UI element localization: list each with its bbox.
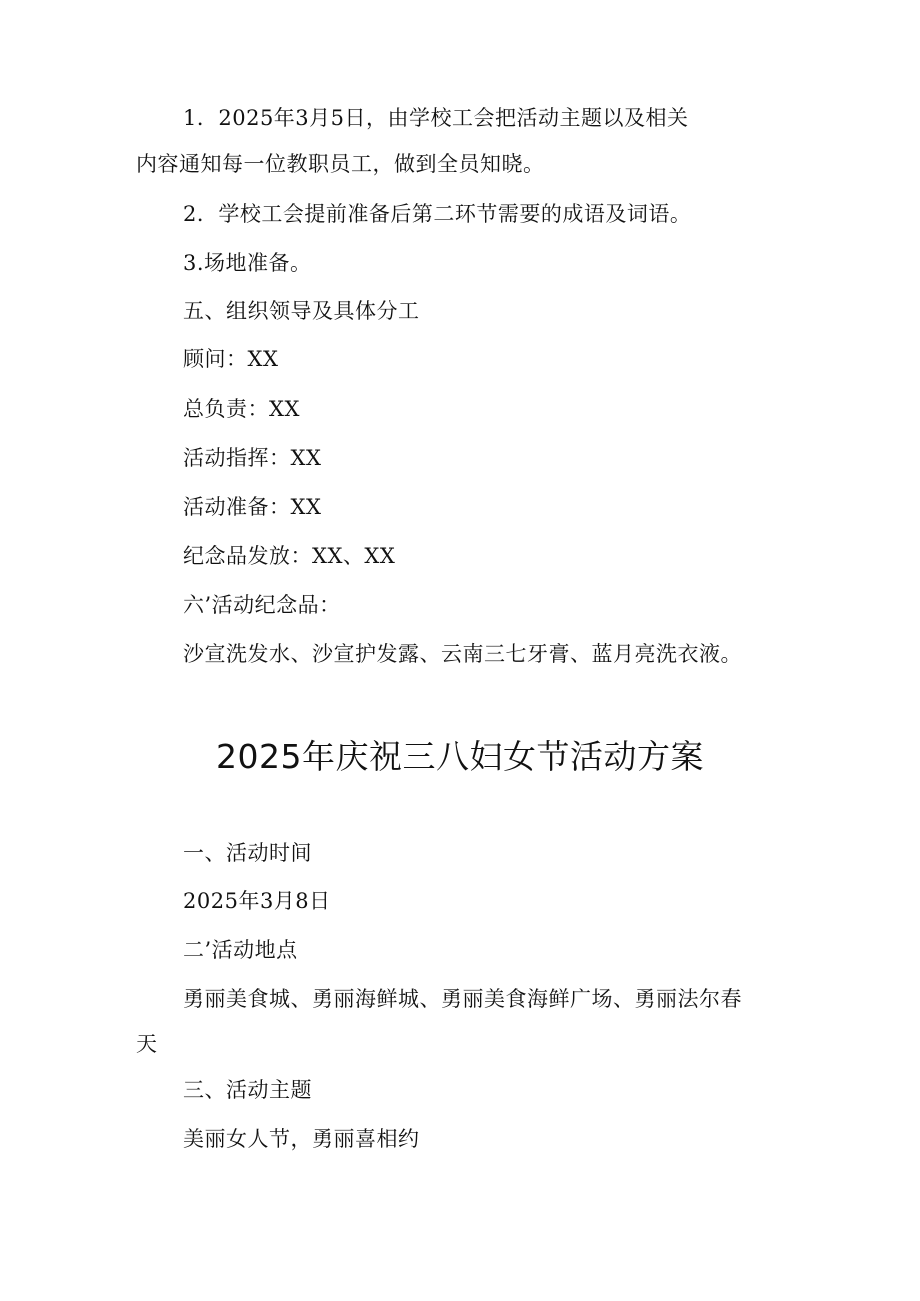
- theme-value: 美丽女人节，勇丽喜相约: [183, 1127, 420, 1151]
- souvenir-distribution-line: 纪念品发放：XX、XX: [183, 544, 396, 568]
- chief-line: 总负责：XX: [183, 397, 300, 421]
- prep-item-2: 2．学校工会提前准备后第二环节需要的成语及词语。: [183, 202, 692, 226]
- time-value: 2025年3月8日: [183, 889, 331, 913]
- souvenir-items: 沙宣洗发水、沙宣护发露、云南三七牙膏、蓝月亮洗衣液。: [183, 642, 742, 666]
- place-heading: 二’活动地点: [183, 938, 298, 962]
- commander-line: 活动指挥：XX: [183, 446, 322, 470]
- time-heading: 一、活动时间: [183, 841, 312, 865]
- prep-item-1-line-2: 内容通知每一位教职员工，做到全员知晓。: [136, 152, 545, 176]
- preparation-line: 活动准备：XX: [183, 495, 322, 519]
- theme-heading: 三、活动主题: [183, 1078, 312, 1102]
- document-title: 2025年庆祝三八妇女节活动方案: [216, 737, 704, 776]
- section-6-heading: 六’活动纪念品：: [183, 593, 341, 617]
- section-5-heading: 五、组织领导及具体分工: [183, 299, 420, 323]
- prep-item-3: 3.场地准备。: [183, 251, 312, 275]
- advisor-line: 顾问：XX: [183, 347, 279, 371]
- prep-item-1-line-1: 1．2025年3月5日，由学校工会把活动主题以及相关: [183, 106, 689, 130]
- place-line-1: 勇丽美食城、勇丽海鲜城、勇丽美食海鲜广场、勇丽法尔春: [183, 987, 742, 1011]
- place-line-2: 天: [136, 1032, 158, 1056]
